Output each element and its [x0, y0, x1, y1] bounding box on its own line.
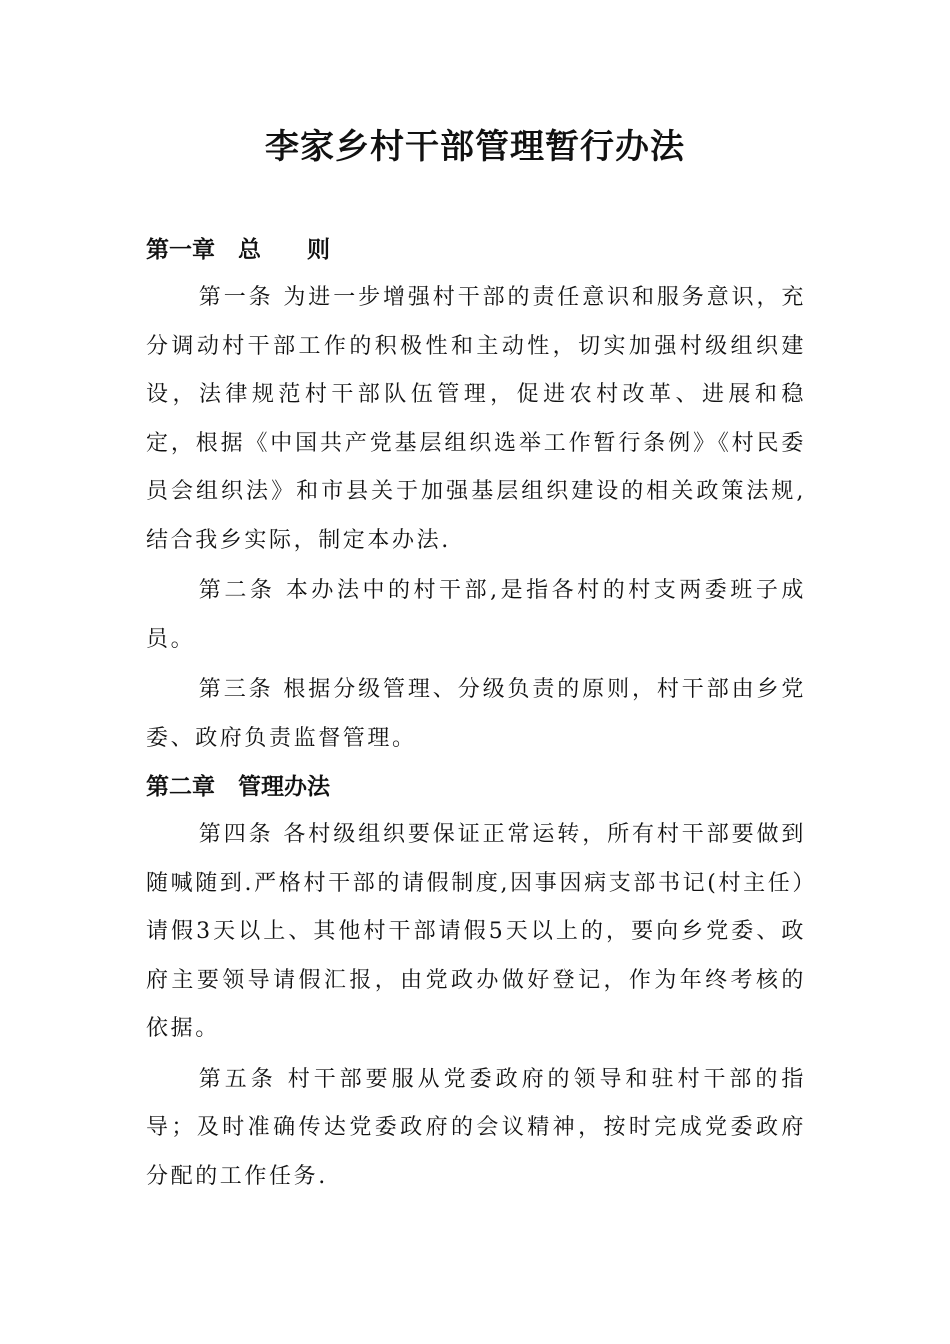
chapter-heading-2: 第二章 管理办法 [146, 774, 330, 800]
article-1: 第一条 为进一步增强村干部的责任意识和服务意识，充分调动村干部工作的积极性和主动性，切实加强村级组织建设，法律规范村干部队伍管理，促进农村改革、进展和稳定，根据《中国共产党基层组织选举工作暂行条例》《村民委员会组织法》和市县关于加强基层组织建设的相关政策法规,结合我乡实际，制定本办法. [146, 285, 806, 553]
chapter-heading-1: 第一章 总 则 [146, 237, 330, 263]
article-2: 第二条 本办法中的村干部,是指各村的村支两委班子成员。 [146, 578, 806, 652]
document-title: 李家乡村干部管理暂行办法 [265, 127, 685, 167]
article-3: 第三条 根据分级管理、分级负责的原则，村干部由乡党委、政府负责监督管理。 [146, 677, 806, 751]
article-4: 第四条 各村级组织要保证正常运转，所有村干部要做到随喊随到.严格村干部的请假制度,因事因病支部书记(村主任）请假3天以上、其他村干部请假5天以上的，要向乡党委、政府主要领导请假汇报，由党政办做好登记，作为年终考核的依据。 [146, 822, 806, 1041]
article-5: 第五条 村干部要服从党委政府的领导和驻村干部的指导；及时准确传达党委政府的会议精神，按时完成党委政府分配的工作任务. [146, 1066, 806, 1189]
document-body [146, 226, 806, 1201]
